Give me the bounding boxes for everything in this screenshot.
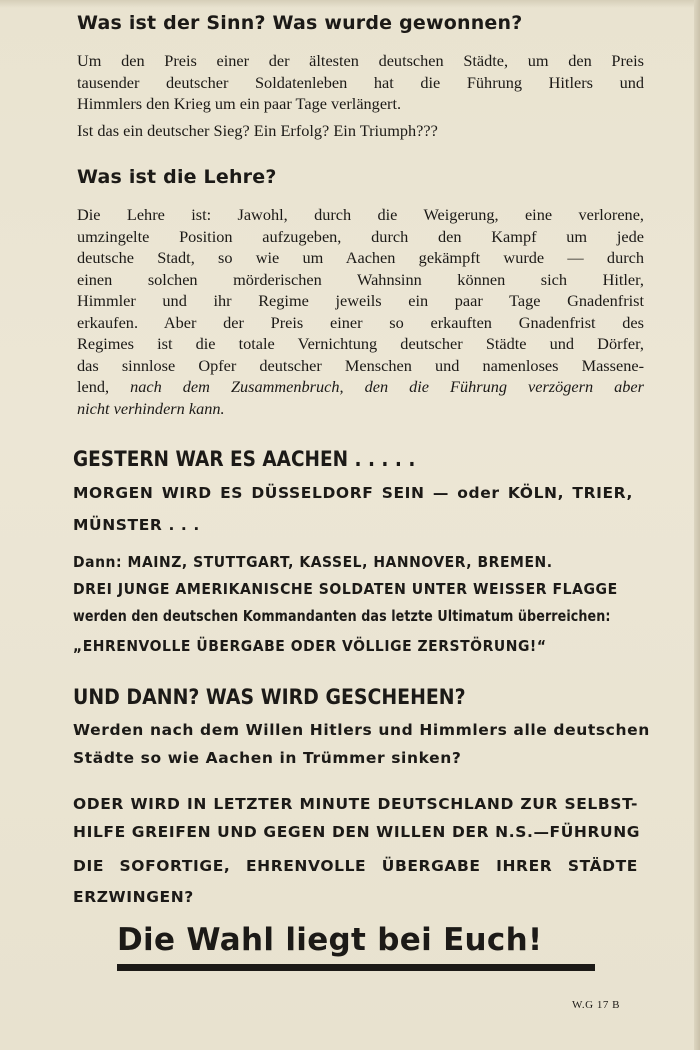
paper-edge-right (694, 0, 700, 1050)
line-selfhelp (73, 823, 641, 841)
paragraph-line: Um den Preis einer der ältesten deutschen Städte, um den Preis (77, 51, 644, 70)
paragraph-line (77, 376, 644, 398)
line-enforce: ERZWINGEN? (73, 888, 194, 906)
line-duesseldorf (73, 484, 633, 502)
heading-sense: Was ist der Sinn? Was wurde gewonnen? (77, 12, 523, 34)
paragraph-line: einen solchen mörderischen Wahnsinn können sich Hitler, (77, 269, 644, 289)
paragraph-lesson (77, 204, 644, 419)
line-ruins: Städte so wie Aachen in Trümmer sinken? (73, 749, 462, 767)
question-victory: Ist das ein deutscher Sieg? Ein Erfolg? Ein Triumph??? (77, 121, 438, 140)
leaflet-code: W.G 17 B (572, 999, 620, 1011)
paragraph-price (77, 50, 644, 115)
paragraph-line: nicht verhindern kann. (77, 398, 225, 418)
headline-then: UND DANN? WAS WIRD GESCHEHEN? (73, 685, 466, 709)
line-mainz: Dann: MAINZ, STUTTGART, KASSEL, HANNOVER, BREMEN. (73, 553, 553, 571)
banner-choice: Die Wahl liegt bei Euch! (117, 922, 543, 958)
paragraph-line: Himmlers den Krieg um ein paar Tage verlängert. (77, 94, 402, 113)
caps-line: DIE SOFORTIGE, EHRENVOLLE ÜBERGABE IHRER STÄDTE (73, 857, 638, 875)
headline-aachen: GESTERN WAR ES AACHEN . . . . . (73, 447, 416, 471)
heading-lesson: Was ist die Lehre? (77, 166, 277, 188)
banner-underline (117, 964, 595, 971)
paragraph-line: das sinnlose Opfer deutscher Menschen und namenloses Massene- (77, 355, 644, 375)
line-will (73, 721, 650, 739)
line-ultimatum: werden den deutschen Kommandanten das letzte Ultimatum überreichen: (73, 607, 611, 625)
caps-line: Werden nach dem Willen Hitlers und Himmlers alle deutschen (73, 721, 650, 739)
line-plain: lend, (77, 377, 131, 396)
paper-edge-top (0, 0, 700, 8)
line-italic: nach dem Zusammenbruch, den die Führung verzögern aber (130, 377, 644, 396)
line-soldiers: DREI JUNGE AMERIKANISCHE SOLDATEN UNTER WEISSER FLAGGE (73, 580, 618, 598)
line-immediate (73, 857, 638, 875)
line-last-minute (73, 795, 638, 813)
paragraph-line: erkaufen. Aber der Preis einer so erkauften Gnadenfrist des (77, 312, 644, 332)
paragraph-line: Regimes ist die totale Vernichtung deutscher Städte und Dörfer, (77, 334, 644, 353)
caps-line: MORGEN WIRD ES DÜSSELDORF SEIN — oder KÖLN, TRIER, (73, 484, 633, 502)
line-surrender: „EHRENVOLLE ÜBERGABE ODER VÖLLIGE ZERSTÖRUNG!“ (73, 637, 547, 655)
paragraph-line: Die Lehre ist: Jawohl, durch die Weigerung, eine verlorene, (77, 205, 644, 224)
caps-line: ODER WIRD IN LETZTER MINUTE DEUTSCHLAND ZUR SELBST- (73, 795, 638, 813)
paragraph-line: Himmler und ihr Regime jeweils ein paar Tage Gnadenfrist (77, 291, 644, 310)
paragraph-line: tausender deutscher Soldatenleben hat die Führung Hitlers und (77, 72, 644, 92)
caps-line: HILFE GREIFEN UND GEGEN DEN WILLEN DER N.S.—FÜHRUNG (73, 823, 641, 841)
line-muenster: MÜNSTER . . . (73, 516, 200, 534)
paragraph-line: deutsche Stadt, so wie um Aachen gekämpft wurde — durch (77, 248, 644, 267)
paragraph-line: umzingelte Position aufzugeben, durch den Kampf um jede (77, 226, 644, 246)
